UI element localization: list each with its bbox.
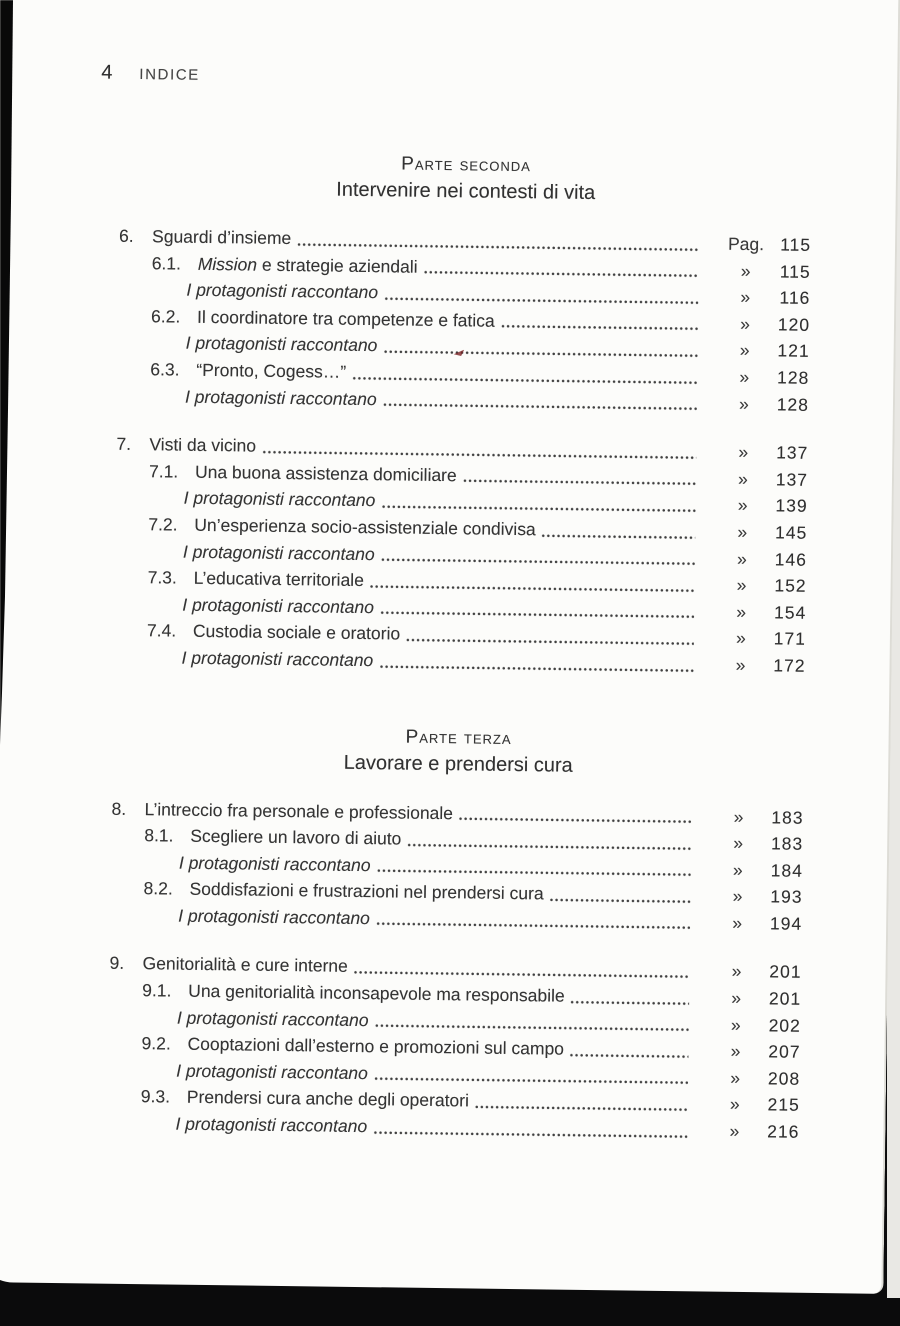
page-column xyxy=(707,230,811,258)
toc-entry-title: I protagonisti raccontano xyxy=(175,1113,368,1137)
page-mark: » xyxy=(738,442,749,463)
page-number: 193 xyxy=(770,886,803,908)
page-number: 154 xyxy=(773,602,807,623)
page-number: 137 xyxy=(775,469,809,490)
toc-entry-title: Soddisfazioni e frustrazioni nel prendersi cura xyxy=(189,879,544,904)
page-number: 128 xyxy=(776,393,810,415)
toc-entry-title: L’educativa territoriale xyxy=(193,567,365,591)
dot-leader xyxy=(373,1130,687,1139)
page-column xyxy=(703,492,807,520)
page-column xyxy=(698,883,802,911)
dot-leader xyxy=(352,375,697,385)
page-number: 116 xyxy=(779,287,811,309)
page-number: 115 xyxy=(780,234,812,255)
toc-entry-title: Un’esperienza socio-assistenziale condivisa xyxy=(194,514,536,540)
page-column xyxy=(697,1011,801,1039)
page-mark: » xyxy=(739,340,750,361)
dot-leader xyxy=(463,479,696,487)
page-mark: » xyxy=(735,628,746,649)
page-number: 202 xyxy=(768,1015,801,1036)
page-mark: » xyxy=(736,575,747,596)
page-mark: » xyxy=(730,1014,741,1035)
page-column xyxy=(706,310,810,338)
page-mark: » xyxy=(732,886,743,907)
running-title: INDICE xyxy=(139,66,200,84)
part-section-terza xyxy=(107,720,804,1145)
toc-entry-title: Sguardi d’insieme xyxy=(151,226,292,249)
page-mark: » xyxy=(737,495,748,516)
page-mark: » xyxy=(733,806,744,827)
toc-entry-number: 6.3. xyxy=(150,359,180,380)
dot-leader xyxy=(406,637,694,646)
toc-entry-title: I protagonisti raccontano xyxy=(181,647,374,671)
page-column xyxy=(705,363,809,391)
chapter-group xyxy=(113,431,808,679)
toc-entry-title: I protagonisti raccontano xyxy=(176,1060,368,1083)
toc-entry-title: I protagonisti raccontano xyxy=(178,852,371,875)
page-column xyxy=(696,1091,800,1119)
dot-leader xyxy=(380,611,694,620)
page-mark: Pag. xyxy=(727,233,765,255)
toc-entry-number: 9. xyxy=(109,953,125,974)
page-number: 184 xyxy=(770,860,804,881)
dot-leader xyxy=(379,664,693,673)
toc-entry-title: I protagonisti raccontano xyxy=(185,333,378,356)
toc-entry-number: 7.1. xyxy=(148,460,179,482)
page-column xyxy=(706,337,810,365)
page-mark: » xyxy=(740,313,751,334)
toc-entry-number: 8.1. xyxy=(144,825,174,846)
dot-leader xyxy=(459,816,692,824)
dot-leader xyxy=(374,1023,688,1032)
page-mark: » xyxy=(730,1067,741,1088)
toc-entry-number: 8.2. xyxy=(143,878,173,899)
page-mark: » xyxy=(732,859,743,880)
dot-leader xyxy=(297,242,699,252)
page-column xyxy=(706,284,810,312)
toc-entry-number: 7.3. xyxy=(147,567,177,588)
dot-leader xyxy=(262,449,696,460)
page-number: 171 xyxy=(773,628,807,650)
page-number: 172 xyxy=(773,655,806,676)
page-mark: » xyxy=(740,287,751,308)
page-number: 121 xyxy=(777,340,810,362)
toc-entry-title: I protagonisti raccontano xyxy=(184,386,377,409)
page-number: 207 xyxy=(768,1041,801,1063)
page-mark: » xyxy=(737,521,748,542)
page-column xyxy=(702,572,806,600)
page-column xyxy=(699,803,803,831)
page-column xyxy=(697,984,801,1012)
toc-entry-title: Una genitorialità inconsapevole ma responsabile xyxy=(188,980,565,1006)
page-number: 216 xyxy=(767,1121,800,1142)
toc-entry-title: I protagonisti raccontano xyxy=(183,488,376,511)
page-number: 152 xyxy=(774,575,807,596)
chapter-group xyxy=(117,223,811,418)
toc-entry-number: 7.4. xyxy=(146,620,177,641)
toc-entry-title: Genitorialità e cure interne xyxy=(142,953,348,977)
dot-leader xyxy=(501,324,698,332)
dot-leader xyxy=(383,402,697,411)
page-number: 183 xyxy=(770,833,804,854)
page-number: 201 xyxy=(769,961,802,983)
page-number: 194 xyxy=(769,913,803,934)
page-mark: » xyxy=(738,393,749,414)
dot-leader xyxy=(374,1077,688,1086)
dot-leader xyxy=(407,842,691,851)
page-column xyxy=(703,545,807,573)
page-column xyxy=(699,830,803,858)
page-mark: » xyxy=(732,912,743,933)
page-mark: » xyxy=(738,468,748,489)
page-column xyxy=(705,390,809,418)
page-column xyxy=(702,625,806,653)
toc-entry-title: Visti da vicino xyxy=(149,434,257,456)
toc-entry-number: 8. xyxy=(111,798,127,819)
toc-entry-title: Cooptazioni dall’esterno e promozioni sul campo xyxy=(187,1034,565,1059)
page-mark: » xyxy=(735,654,746,675)
page-mark: » xyxy=(736,548,747,569)
page-number: 145 xyxy=(774,522,808,543)
page-mark: » xyxy=(729,1094,740,1115)
page-mark: » xyxy=(736,601,747,622)
toc-entry-number: 6.2. xyxy=(150,305,181,327)
toc-entry-title: I protagonisti raccontano xyxy=(182,594,375,617)
page-number: 120 xyxy=(777,314,811,335)
toc-entry-title: Il coordinatore tra competenze e fatica xyxy=(196,306,495,331)
page-number: 215 xyxy=(767,1094,800,1116)
dot-leader xyxy=(376,922,690,931)
toc-entry-title: I protagonisti raccontano xyxy=(178,905,371,929)
page-number: 137 xyxy=(776,442,809,463)
chapter-group xyxy=(110,795,804,937)
dot-leader xyxy=(550,897,691,904)
page-number: 146 xyxy=(774,548,808,570)
page-mark: » xyxy=(730,1041,741,1062)
toc-entry-title: Custodia sociale e oratorio xyxy=(192,621,401,644)
toc-entry-title: I protagonisti raccontano xyxy=(186,279,379,303)
page-column xyxy=(701,651,805,679)
part-heading xyxy=(112,720,805,782)
page-mark: » xyxy=(733,832,744,854)
part-title: Lavorare e prendersi cura xyxy=(343,751,573,777)
page-mark: » xyxy=(740,260,751,281)
page-number: 128 xyxy=(777,367,810,388)
toc-entry-number: 6.1. xyxy=(151,252,182,274)
page-column xyxy=(707,257,811,285)
dot-leader xyxy=(381,557,695,566)
toc-entry-title: Prendersi cura anche degli operatori xyxy=(186,1087,470,1111)
toc-entry-number: 7. xyxy=(116,433,132,455)
toc-entry-number: 9.3. xyxy=(140,1086,171,1107)
toc-entry-title: “Pronto, Cogess…” xyxy=(196,359,347,382)
page-column xyxy=(704,465,808,493)
page-number: 139 xyxy=(775,495,808,517)
part-title: Intervenire nei contesti di vita xyxy=(336,178,596,205)
page-mark: » xyxy=(731,961,742,982)
page-column xyxy=(704,439,808,467)
part-label: Parte seconda xyxy=(401,153,532,177)
page-number: 115 xyxy=(779,261,811,282)
folio-number: 4 xyxy=(101,61,113,84)
page-header xyxy=(101,60,813,97)
toc-entry-title: L’intreccio fra personale e professionale xyxy=(144,798,454,823)
dot-leader xyxy=(383,349,697,358)
dot-leader xyxy=(424,270,699,279)
page-column xyxy=(696,1064,800,1092)
dot-leader xyxy=(376,868,690,877)
toc-entry-title: Scegliere un lavoro di aiuto xyxy=(190,825,402,849)
dot-leader xyxy=(384,296,698,305)
dot-leader xyxy=(381,504,695,513)
dot-leader xyxy=(542,533,696,540)
toc-entry-title: I protagonisti raccontano xyxy=(176,1007,369,1030)
dot-leader xyxy=(571,999,690,1006)
page-column xyxy=(695,1117,799,1145)
dot-leader xyxy=(370,584,695,593)
part-label: Parte terza xyxy=(405,726,512,749)
dot-leader xyxy=(354,970,690,979)
toc-entry-title: I protagonisti raccontano xyxy=(182,541,375,564)
toc-entry-number: 6. xyxy=(119,225,134,246)
page-column xyxy=(697,958,801,986)
toc-entry-number: 9.2. xyxy=(141,1033,171,1054)
toc-entry-title: Una buona assistenza domiciliare xyxy=(194,461,457,485)
toc-entry-number: 7.2. xyxy=(148,514,178,535)
page-number: 208 xyxy=(767,1068,801,1089)
page-column xyxy=(702,598,806,626)
part-section-seconda xyxy=(113,148,812,680)
page-number: 183 xyxy=(771,806,804,828)
dot-leader xyxy=(475,1105,688,1113)
toc-entry-title: Mission e strategie aziendali xyxy=(197,253,418,277)
page-column xyxy=(699,856,803,884)
chapter-group xyxy=(107,950,801,1145)
page-mark: » xyxy=(731,987,742,1009)
page-number: 201 xyxy=(768,988,802,1009)
page-mark: » xyxy=(729,1120,740,1142)
page-mark: » xyxy=(739,366,750,388)
toc-entry-number: 9.1. xyxy=(142,980,172,1001)
part-heading xyxy=(120,148,813,210)
dot-leader xyxy=(570,1053,689,1060)
page-column xyxy=(696,1038,800,1066)
page-column xyxy=(703,518,807,546)
page-column xyxy=(698,909,802,937)
